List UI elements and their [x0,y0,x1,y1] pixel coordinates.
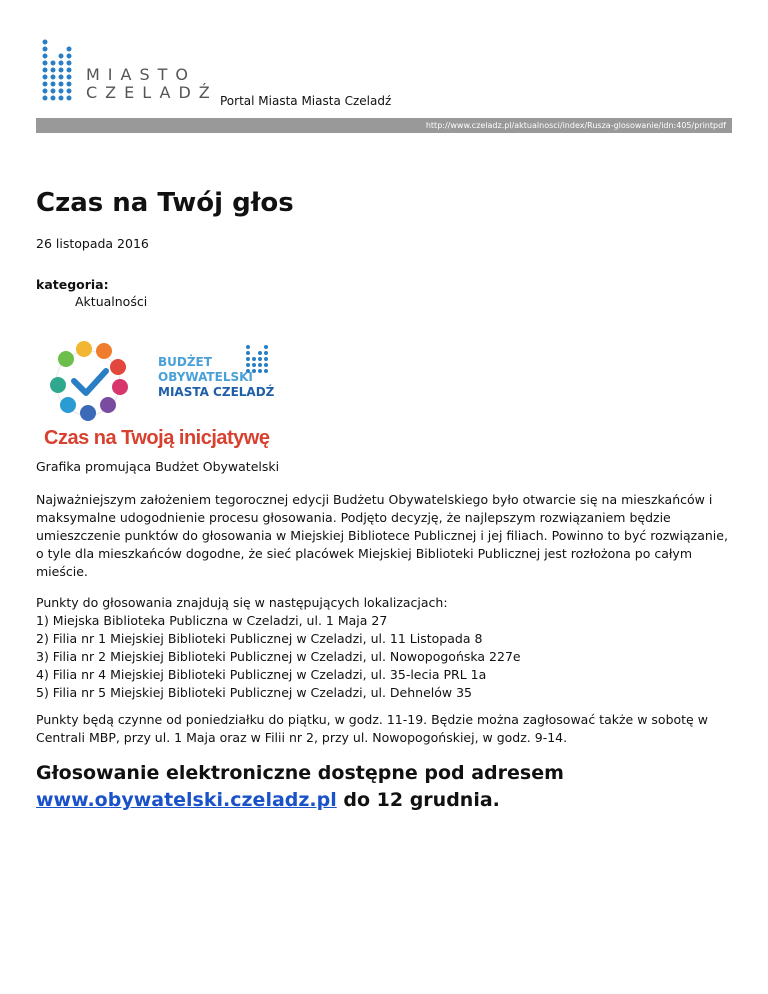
voting-website-link[interactable]: www.obywatelski.czeladz.pl [36,789,337,811]
list-item: 1) Miejska Biblioteka Publiczna w Czeladzi, ul. 1 Maja 27 [36,613,388,628]
promo-heading [158,355,274,400]
source-url-bar: http://www.czeladz.pl/aktualnosci/index/Rusza-glosowanie/idn:405/printpdf [36,118,732,133]
promo-slogan: Czas na Twoją inicjatywę [44,427,270,449]
city-logo-icon [36,36,78,106]
voting-locations-section [36,594,736,702]
closing-suffix: do 12 grudnia. [336,789,500,811]
article-paragraph-3: Punkty będą czynne od poniedziałku do piątku, w godz. 11-19. Będzie można zagłosować także w sobotę w Centrali MBP, przy ul. 1 Maja oraz w Filii nr 2, przy ul. Nowopogońskiej, w godz. 9-14. [36,712,708,745]
logo-line-2: CZELADŹ [86,83,218,102]
promo-graphic [36,335,276,453]
list-item: 3) Filia nr 2 Miejskiej Biblioteki Publicznej w Czeladzi, ul. Nowopogońska 227e [36,649,521,664]
category-label: kategoria: [36,277,109,292]
closing-prefix: Głosowanie elektroniczne dostępne pod adresem [36,762,564,784]
article-paragraph-1: Najważniejszym założeniem tegorocznej edycji Budżetu Obywatelskiego było otwarcie się na mieszkańców i maksymalne udogodnienie procesu głosowania. Podjęto decyzję, że najlepszym rozwiązaniem będzie umieszczenie punktów do głosowania w Miejskiej Bibliotece Publicznej i jej filiach. Powinno to być rozwiązanie, o tyle dla mieszkańców dogodne, że sieć placówek Miejskiej Biblioteki Publicznej jest rozłożona po całym mieście. [36,492,728,579]
city-logo-wordmark [86,66,218,102]
logo-line-1: MIASTO [86,65,196,84]
list-item: 4) Filia nr 4 Miejskiej Biblioteki Publicznej w Czeladzi, ul. 35-lecia PRL 1a [36,667,487,682]
list-item: 5) Filia nr 5 Miejskiej Biblioteki Publicznej w Czeladzi, ul. Dehnelów 35 [36,685,472,700]
article-date: 26 listopada 2016 [36,236,149,251]
page-header [36,36,732,136]
closing-heading [36,760,736,814]
list-item: 2) Filia nr 1 Miejskiej Biblioteki Publicznej w Czeladzi, ul. 11 Listopada 8 [36,631,483,646]
promo-line-3: MIASTA CZELADŹ [158,385,275,399]
portal-title: Portal Miasta Miasta Czeladź [220,94,392,108]
article-title: Czas na Twój głos [36,188,294,218]
promo-line-1: BUDŻET [158,355,212,369]
image-caption: Grafika promująca Budżet Obywatelski [36,459,280,474]
category-value: Aktualności [75,294,148,309]
locations-intro: Punkty do głosowania znajdują się w następujących lokalizacjach: [36,595,448,610]
locations-list [36,612,736,702]
promo-line-2: OBYWATELSKI [158,370,253,384]
